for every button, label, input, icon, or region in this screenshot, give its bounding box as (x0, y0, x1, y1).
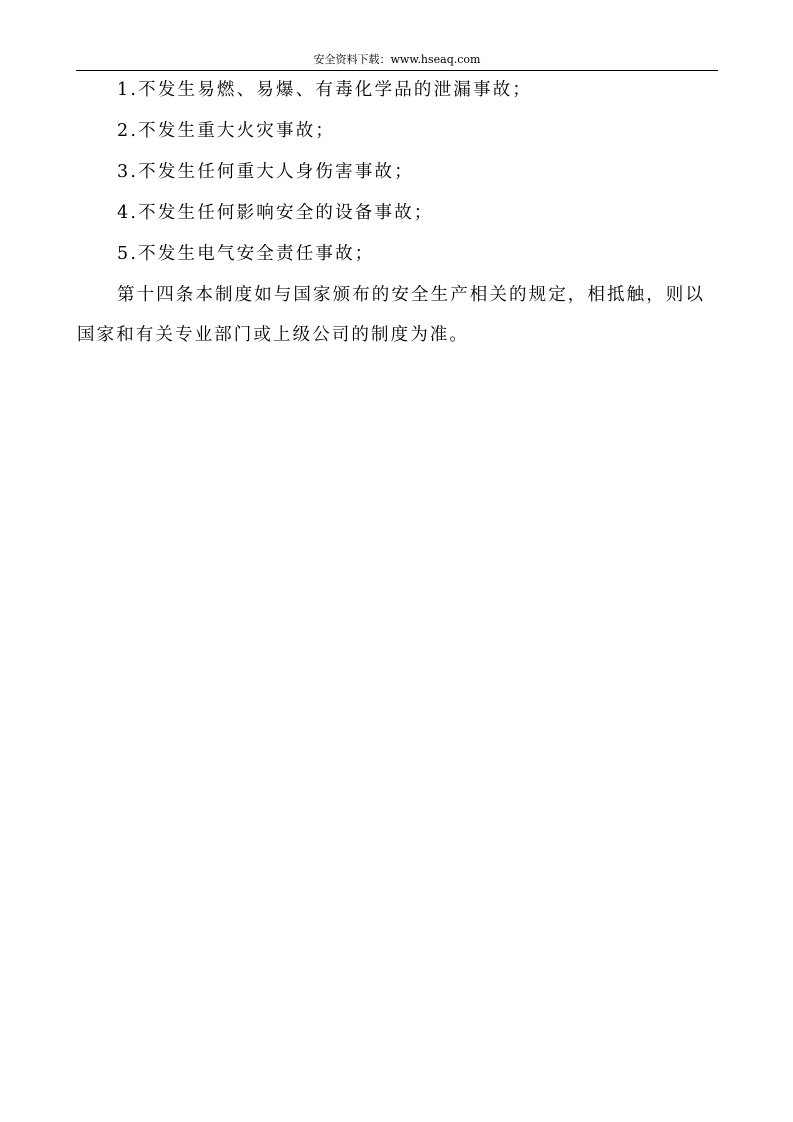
article-paragraph: 第十四条本制度如与国家颁布的安全生产相关的规定，相抵触，则以国家和有关专业部门或上级公司的制度为准。 (77, 285, 705, 345)
list-item: 2.不发生重大火灾事故； (117, 121, 336, 141)
list-item: 4.不发生任何影响安全的设备事故； (117, 203, 434, 223)
list-item: 3.不发生任何重大人身伤害事故； (117, 162, 414, 182)
list-item: 1.不发生易燃、易爆、有毒化学品的泄漏事故； (117, 80, 533, 100)
list-item: 5.不发生电气安全责任事故； (117, 244, 375, 264)
document-body (77, 78, 719, 355)
header-text: 安全资料下载：www.hseaq.com (313, 53, 481, 66)
page-header (76, 50, 718, 71)
